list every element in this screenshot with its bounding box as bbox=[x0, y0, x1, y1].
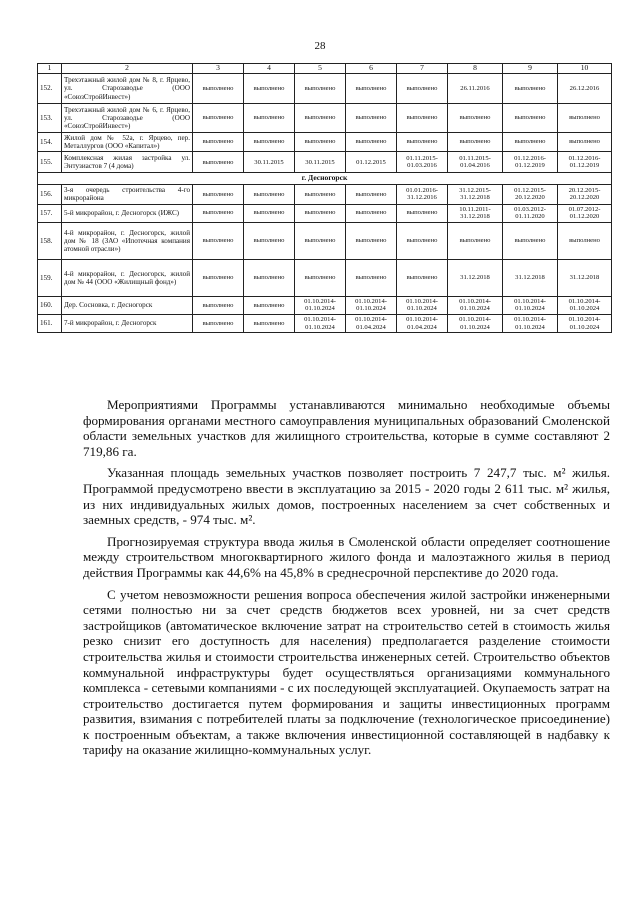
object-name: 5-й микрорайон, г. Десногорск (ИЖС) bbox=[62, 204, 193, 222]
column-header: 10 bbox=[558, 64, 612, 74]
status-cell: выполнено bbox=[244, 296, 295, 314]
status-cell: 01.10.2014- 01.10.2024 bbox=[558, 314, 612, 332]
status-cell: 30.11.2015 bbox=[244, 152, 295, 173]
status-cell: выполнено bbox=[448, 222, 503, 259]
object-name: Трехэтажный жилой дом № 6, г. Ярцево, ул. Старозаводье (ООО «СоюзСтройИнвест») bbox=[62, 104, 193, 133]
object-name: Комплексная жилая застройка ул. Энтузиастов 7 (4 дома) bbox=[62, 152, 193, 173]
table-row bbox=[38, 104, 612, 133]
status-cell: выполнено bbox=[397, 104, 448, 133]
status-cell: 30.11.2015 bbox=[295, 152, 346, 173]
column-header: 3 bbox=[193, 64, 244, 74]
status-cell: 01.11.2015- 01.04.2016 bbox=[448, 152, 503, 173]
object-name: Дер. Сосновка, г. Десногорск bbox=[62, 296, 193, 314]
table-row bbox=[38, 74, 612, 104]
status-cell: выполнено bbox=[295, 74, 346, 104]
row-number: 156. bbox=[38, 185, 62, 204]
status-cell: выполнено bbox=[397, 259, 448, 296]
column-header: 5 bbox=[295, 64, 346, 74]
body-text bbox=[83, 397, 610, 758]
object-name: 7-й микрорайон, г. Десногорск bbox=[62, 314, 193, 332]
status-cell: выполнено bbox=[558, 222, 612, 259]
status-cell: выполнено bbox=[295, 185, 346, 204]
status-cell: 01.10.2014- 01.04.2024 bbox=[397, 314, 448, 332]
status-cell: выполнено bbox=[503, 133, 558, 152]
row-number: 159. bbox=[38, 259, 62, 296]
object-name: Трехэтажный жилой дом № 8, г. Ярцево, ул. Старозаводье (ООО «СоюзСтройИнвест») bbox=[62, 74, 193, 104]
status-cell: 01.10.2014- 01.10.2024 bbox=[503, 314, 558, 332]
status-cell: выполнено bbox=[244, 222, 295, 259]
status-cell: выполнено bbox=[193, 74, 244, 104]
column-header: 1 bbox=[38, 64, 62, 74]
status-cell: 20.12.2015- 20.12.2020 bbox=[558, 185, 612, 204]
status-cell: 01.07.2012- 01.12.2020 bbox=[558, 204, 612, 222]
column-header: 2 bbox=[62, 64, 193, 74]
status-cell: выполнено bbox=[295, 204, 346, 222]
column-header: 4 bbox=[244, 64, 295, 74]
status-cell: выполнено bbox=[503, 222, 558, 259]
status-cell: 01.10.2014- 01.04.2024 bbox=[346, 314, 397, 332]
status-cell: 01.10.2014- 01.10.2024 bbox=[295, 314, 346, 332]
status-cell: 01.10.2014- 01.10.2024 bbox=[503, 296, 558, 314]
row-number: 157. bbox=[38, 204, 62, 222]
table-row bbox=[38, 185, 612, 204]
paragraph-3: Прогнозируемая структура ввода жилья в Смоленской области определяет соотношение между строительством многоквартирного жилого фонда и малоэтажного жилья в период действия Программы как 44,6% на 45,8% в среднесрочной перспективе до 2020 года. bbox=[83, 533, 610, 580]
status-cell: выполнено bbox=[503, 104, 558, 133]
table-row bbox=[38, 204, 612, 222]
status-cell: 26.12.2016 bbox=[558, 74, 612, 104]
status-cell: выполнено bbox=[244, 104, 295, 133]
status-cell: выполнено bbox=[346, 222, 397, 259]
status-cell: выполнено bbox=[346, 204, 397, 222]
table-row bbox=[38, 259, 612, 296]
status-cell: выполнено bbox=[244, 133, 295, 152]
status-cell: выполнено bbox=[397, 204, 448, 222]
table-row bbox=[38, 133, 612, 152]
status-cell: выполнено bbox=[193, 314, 244, 332]
row-number: 161. bbox=[38, 314, 62, 332]
status-cell: выполнено bbox=[193, 133, 244, 152]
row-number: 158. bbox=[38, 222, 62, 259]
status-cell: выполнено bbox=[346, 74, 397, 104]
status-cell: выполнено bbox=[193, 259, 244, 296]
status-cell: 31.12.2018 bbox=[558, 259, 612, 296]
status-cell: выполнено bbox=[193, 152, 244, 173]
object-name: 4-й микрорайон, г. Десногорск, жилой дом № 18 (ЗАО «Ипотечная компания атомной отрасли») bbox=[62, 222, 193, 259]
paragraph-2: Указанная площадь земельных участков позволяет построить 7 247,7 тыс. м² жилья. Программой предусмотрено ввести в эксплуатацию за 2015 - 2020 годы 2 611 тыс. м² жилья, из них индивидуальных жилых домов, построенных населением за счет собственных и заемных средств, - 974 тыс. м². bbox=[83, 465, 610, 528]
table-row bbox=[38, 222, 612, 259]
status-cell: выполнено bbox=[558, 104, 612, 133]
status-cell: 01.11.2015- 01.03.2016 bbox=[397, 152, 448, 173]
status-cell: выполнено bbox=[448, 104, 503, 133]
table-row bbox=[38, 152, 612, 173]
status-cell: выполнено bbox=[397, 133, 448, 152]
object-name: Жилой дом № 52а, г. Ярцево, пер. Металлургов (ООО «Капитал») bbox=[62, 133, 193, 152]
column-header: 6 bbox=[346, 64, 397, 74]
status-cell: 31.12.2015- 31.12.2018 bbox=[448, 185, 503, 204]
status-cell: выполнено bbox=[193, 185, 244, 204]
city-section-label: г. Десногорск bbox=[38, 173, 612, 185]
status-cell: выполнено bbox=[346, 185, 397, 204]
column-header: 7 bbox=[397, 64, 448, 74]
status-cell: выполнено bbox=[295, 222, 346, 259]
table-row bbox=[38, 296, 612, 314]
status-cell: 01.12.2015- 20.12.2020 bbox=[503, 185, 558, 204]
status-cell: выполнено bbox=[244, 74, 295, 104]
status-cell: 01.10.2014- 01.10.2024 bbox=[448, 296, 503, 314]
status-cell: 26.11.2016 bbox=[448, 74, 503, 104]
status-cell: выполнено bbox=[295, 259, 346, 296]
status-cell: 31.12.2018 bbox=[448, 259, 503, 296]
column-header: 9 bbox=[503, 64, 558, 74]
paragraph-1: Мероприятиями Программы устанавливаются минимально необходимые объемы формирования органами местного самоуправления муниципальных образований Смоленской области земельных участков для жилищного строительства, которые в сумме составляют 2 719,86 га. bbox=[83, 397, 610, 459]
status-cell: выполнено bbox=[503, 74, 558, 104]
row-number: 160. bbox=[38, 296, 62, 314]
status-cell: 31.12.2018 bbox=[503, 259, 558, 296]
status-cell: выполнено bbox=[244, 185, 295, 204]
status-cell: 01.10.2014- 01.10.2024 bbox=[558, 296, 612, 314]
column-header: 8 bbox=[448, 64, 503, 74]
status-cell: выполнено bbox=[244, 259, 295, 296]
row-number: 154. bbox=[38, 133, 62, 152]
status-cell: 01.12.2015 bbox=[346, 152, 397, 173]
table-row bbox=[38, 314, 612, 332]
status-cell: выполнено bbox=[244, 314, 295, 332]
object-name: 3-я очередь строительства 4-го микрорайона bbox=[62, 185, 193, 204]
status-cell: 01.10.2014- 01.10.2024 bbox=[448, 314, 503, 332]
status-cell: выполнено bbox=[346, 104, 397, 133]
status-cell: 01.10.2014- 01.10.2024 bbox=[295, 296, 346, 314]
housing-table bbox=[37, 63, 612, 333]
status-cell: 01.03.2012- 01.11.2020 bbox=[503, 204, 558, 222]
status-cell: выполнено bbox=[295, 133, 346, 152]
status-cell: выполнено bbox=[346, 133, 397, 152]
row-number: 155. bbox=[38, 152, 62, 173]
city-section-row bbox=[38, 173, 612, 185]
status-cell: выполнено bbox=[397, 222, 448, 259]
status-cell: 01.01.2016- 31.12.2016 bbox=[397, 185, 448, 204]
status-cell: выполнено bbox=[397, 74, 448, 104]
status-cell: 01.10.2014- 01.10.2024 bbox=[397, 296, 448, 314]
status-cell: 01.12.2016- 01.12.2019 bbox=[558, 152, 612, 173]
status-cell: 01.12.2016- 01.12.2019 bbox=[503, 152, 558, 173]
status-cell: выполнено bbox=[558, 133, 612, 152]
status-cell: выполнено bbox=[193, 204, 244, 222]
status-cell: выполнено bbox=[244, 204, 295, 222]
row-number: 153. bbox=[38, 104, 62, 133]
status-cell: выполнено bbox=[346, 259, 397, 296]
page-number: 28 bbox=[314, 40, 326, 52]
table-header-row bbox=[38, 64, 612, 74]
status-cell: выполнено bbox=[193, 222, 244, 259]
row-number: 152. bbox=[38, 74, 62, 104]
paragraph-4: С учетом невозможности решения вопроса обеспечения жилой застройки инженерными сетями полностью ни за счет средств бюджетов всех уровней, ни за счет средств застройщиков (автоматическое включение затрат на строительство сетей в стоимость жилья резко снизит его доступность для населения) предполагается разделение стоимости строительства жилья и стоимости строительства инженерных сетей. Строительство объектов коммунальной инфраструктуры будет осуществляться организациями коммунального комплекса - сетевыми компаниями - с их последующей эксплуатацией. Окупаемость затрат на строительство достигается путем формирования и защиты инвестиционных программ развития, взимания с потребителей платы за подключение (технологическое присоединение) к построенным объектам, а также включения инвестиционной составляющей в надбавку к тарифу на оказание жилищно-коммунальных услуг. bbox=[83, 586, 610, 758]
status-cell: 01.10.2014- 01.10.2024 bbox=[346, 296, 397, 314]
object-name: 4-й микрорайон, г. Десногорск, жилой дом № 44 (ООО «Жилищный фонд») bbox=[62, 259, 193, 296]
status-cell: 10.11.2011- 31.12.2018 bbox=[448, 204, 503, 222]
status-cell: выполнено bbox=[295, 104, 346, 133]
status-cell: выполнено bbox=[193, 104, 244, 133]
status-cell: выполнено bbox=[193, 296, 244, 314]
status-cell: выполнено bbox=[448, 133, 503, 152]
